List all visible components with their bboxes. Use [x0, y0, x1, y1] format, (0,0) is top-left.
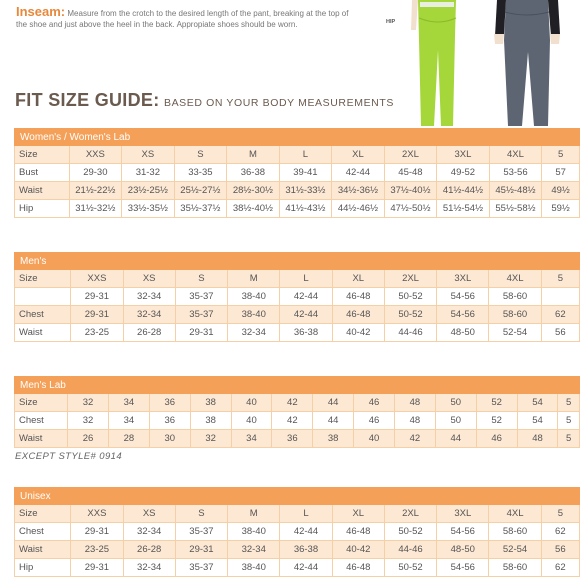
table-cell: 52 [476, 412, 517, 430]
table-cell: Waist [15, 430, 68, 448]
table-row [15, 523, 580, 541]
table-cell: 46-48 [332, 523, 384, 541]
table-cell: 35-37 [175, 306, 227, 324]
table-cell: 48-50 [437, 541, 489, 559]
table-cell: 44-46 [384, 324, 436, 342]
table-title: Women's / Women's Lab [15, 129, 580, 146]
table-cell [15, 288, 71, 306]
table-cell: Waist [15, 541, 71, 559]
table-cell: Bust [15, 164, 70, 182]
table-cell: 54-56 [437, 306, 489, 324]
table-cell: 29-31 [71, 288, 123, 306]
table-cell: 5 [558, 430, 580, 448]
table-cell: 40 [231, 412, 272, 430]
table-cell: 35½-37½ [174, 200, 227, 218]
table-row [15, 164, 580, 182]
table-cell: XL [332, 505, 384, 523]
table-cell: 42-44 [332, 164, 385, 182]
table-cell: 36 [272, 430, 313, 448]
inseam-text: Measure from the crotch to the desired length of the pant, breaking at the top of the shoe and just above the heel in the back. Appropiate shoes should be worn. [16, 9, 349, 29]
table-cell: 53-56 [489, 164, 542, 182]
table-cell: 40-42 [332, 541, 384, 559]
table-cell: 42 [272, 394, 313, 412]
table-cell: 50 [435, 394, 476, 412]
table-cell: 36-38 [280, 541, 332, 559]
table-cell: 50 [435, 412, 476, 430]
table-header [15, 488, 580, 505]
fit-size-guide-title [15, 90, 394, 111]
table-cell: 31-32 [122, 164, 175, 182]
table-cell: 35-37 [175, 559, 227, 577]
table-cell: 58-60 [489, 523, 541, 541]
table-cell [541, 288, 579, 306]
table-cell: 52-54 [489, 541, 541, 559]
table-row [15, 270, 580, 288]
table-cell: Hip [15, 559, 71, 577]
table-cell: 38 [190, 412, 231, 430]
table-cell: 62 [541, 523, 579, 541]
table-cell: 4XL [489, 270, 541, 288]
table-cell: 32-34 [123, 559, 175, 577]
table-cell: 54-56 [437, 523, 489, 541]
table-header [15, 253, 580, 270]
table-header [15, 129, 580, 146]
table-cell: XL [332, 146, 385, 164]
table-cell: 46 [476, 430, 517, 448]
table-title: Men's Lab [15, 377, 580, 394]
table-cell: 38 [313, 430, 354, 448]
table-cell: 38 [190, 394, 231, 412]
table-cell: 42-44 [280, 523, 332, 541]
table-row [15, 324, 580, 342]
table-cell: 36 [149, 394, 190, 412]
table-cell: 45-48 [384, 164, 437, 182]
table-row [15, 200, 580, 218]
table-cell: 26-28 [123, 324, 175, 342]
table-cell: Chest [15, 306, 71, 324]
table-cell: 31½-32½ [69, 200, 122, 218]
table-row [15, 541, 580, 559]
table-cell: 36-38 [227, 164, 280, 182]
table-cell: 50-52 [384, 306, 436, 324]
table-cell: 42 [272, 412, 313, 430]
womens-size-table [14, 128, 580, 218]
table-cell: 42-44 [280, 306, 332, 324]
table-cell: 26 [68, 430, 109, 448]
table-cell: 38-40 [228, 306, 280, 324]
table-cell: 34½-36½ [332, 182, 385, 200]
table-cell: 29-31 [175, 541, 227, 559]
table-cell: 52-54 [489, 324, 541, 342]
table-cell: 4XL [489, 146, 542, 164]
table-cell: 44 [313, 412, 354, 430]
table-cell: 56 [541, 324, 579, 342]
table-cell: 40 [354, 430, 395, 448]
table-cell: 29-31 [71, 559, 123, 577]
table-cell: 32-34 [123, 306, 175, 324]
table-cell: 23½-25½ [122, 182, 175, 200]
table-cell: 44 [435, 430, 476, 448]
table-cell: 28½-30½ [227, 182, 280, 200]
table-cell: 5 [542, 146, 580, 164]
title-sub: BASED ON YOUR BODY MEASUREMENTS [163, 97, 394, 109]
table-cell: 49½ [542, 182, 580, 200]
table-cell: 40 [231, 394, 272, 412]
table-cell: 59½ [542, 200, 580, 218]
inseam-instructions [16, 6, 361, 30]
mens-size-table [14, 252, 580, 342]
table-cell: 32 [68, 412, 109, 430]
table-cell: 29-31 [71, 523, 123, 541]
table-cell: XXS [71, 505, 123, 523]
table-cell: 34 [108, 394, 149, 412]
table-cell: 37½-40½ [384, 182, 437, 200]
table-cell: Chest [15, 523, 71, 541]
table-cell: XXS [71, 270, 123, 288]
table-cell: 23-25 [71, 541, 123, 559]
table-cell: 50-52 [384, 559, 436, 577]
table-cell: XS [122, 146, 175, 164]
table-cell: 44½-46½ [332, 200, 385, 218]
table-row [15, 394, 580, 412]
table-cell: 32-34 [123, 288, 175, 306]
table-title: Men's [15, 253, 580, 270]
table-cell: 42-44 [280, 559, 332, 577]
table-cell: Waist [15, 182, 70, 200]
table-cell: XS [123, 505, 175, 523]
table-cell: 58-60 [489, 288, 541, 306]
table-cell: 32-34 [123, 523, 175, 541]
table-cell: 58-60 [489, 306, 541, 324]
table-cell: Hip [15, 200, 70, 218]
table-cell: 5 [558, 412, 580, 430]
table-cell: M [228, 505, 280, 523]
table-cell: 38-40 [228, 288, 280, 306]
table-cell: 46 [354, 412, 395, 430]
table-cell: L [280, 270, 332, 288]
table-cell: 32-34 [228, 541, 280, 559]
inseam-label: Inseam: [16, 4, 66, 19]
table-cell: 45½-48½ [489, 182, 542, 200]
hip-label: HIP [386, 19, 396, 25]
table-cell: 32 [68, 394, 109, 412]
table-cell: 36-38 [280, 324, 332, 342]
table-row [15, 288, 580, 306]
table-cell: 33-35 [174, 164, 227, 182]
table-cell: 21½-22½ [69, 182, 122, 200]
table-cell: 29-31 [71, 306, 123, 324]
table-cell: 38-40 [228, 523, 280, 541]
table-cell: 35-37 [175, 288, 227, 306]
table-cell: 48 [394, 412, 435, 430]
table-cell: S [175, 505, 227, 523]
table-cell: 4XL [489, 505, 541, 523]
table-header [15, 377, 580, 394]
table-cell: 41½-44½ [437, 182, 490, 200]
table-cell: 54 [517, 394, 558, 412]
table-cell: 38½-40½ [227, 200, 280, 218]
table-cell: 46-48 [332, 306, 384, 324]
table-cell: XL [332, 270, 384, 288]
table-row [15, 559, 580, 577]
table-cell: 44-46 [384, 541, 436, 559]
table-cell: 39-41 [279, 164, 332, 182]
table-cell: 34 [231, 430, 272, 448]
table-cell: 2XL [384, 270, 436, 288]
table-cell: 2XL [384, 146, 437, 164]
table-cell: Size [15, 505, 71, 523]
table-cell: 5 [558, 394, 580, 412]
table-cell: Chest [15, 412, 68, 430]
table-cell: 41½-43½ [279, 200, 332, 218]
table-cell: 38-40 [228, 559, 280, 577]
table-row [15, 430, 580, 448]
table-cell: 25½-27½ [174, 182, 227, 200]
table-cell: 5 [541, 270, 579, 288]
table-cell: 48 [517, 430, 558, 448]
table-cell: Waist [15, 324, 71, 342]
table-cell: 44 [313, 394, 354, 412]
table-cell: 42 [394, 430, 435, 448]
table-cell: XXS [69, 146, 122, 164]
mens-lab-size-table [14, 376, 580, 448]
table-cell: 34 [108, 412, 149, 430]
table-cell: S [175, 270, 227, 288]
table-row [15, 182, 580, 200]
table-cell: 50-52 [384, 288, 436, 306]
table-cell: 56 [541, 541, 579, 559]
table-cell: 54 [517, 412, 558, 430]
table-cell: 3XL [437, 270, 489, 288]
table-cell: 54-56 [437, 288, 489, 306]
table-cell: 48 [394, 394, 435, 412]
table-cell: 48-50 [437, 324, 489, 342]
table-cell: 58-60 [489, 559, 541, 577]
table-cell: M [228, 270, 280, 288]
table-cell: L [280, 505, 332, 523]
table-cell: 31½-33½ [279, 182, 332, 200]
table-cell: 3XL [437, 505, 489, 523]
table-cell: 46-48 [332, 559, 384, 577]
table-cell: 42-44 [280, 288, 332, 306]
table-cell: 2XL [384, 505, 436, 523]
table-cell: 55½-58½ [489, 200, 542, 218]
table-row [15, 306, 580, 324]
table-cell: 51½-54½ [437, 200, 490, 218]
table-cell: 5 [541, 505, 579, 523]
table-row [15, 505, 580, 523]
table-cell: 26-28 [123, 541, 175, 559]
table-cell: 33½-35½ [122, 200, 175, 218]
table-cell: 57 [542, 164, 580, 182]
table-cell: 29-30 [69, 164, 122, 182]
unisex-size-table [14, 487, 580, 577]
table-cell: XS [123, 270, 175, 288]
table-cell: 35-37 [175, 523, 227, 541]
title-main: FIT SIZE GUIDE: [15, 90, 160, 110]
table-cell: 46 [354, 394, 395, 412]
table-cell: S [174, 146, 227, 164]
table-cell: 40-42 [332, 324, 384, 342]
table-cell: Size [15, 270, 71, 288]
table-cell: 29-31 [175, 324, 227, 342]
table-cell: 47½-50½ [384, 200, 437, 218]
table-cell: Size [15, 394, 68, 412]
except-style-note: EXCEPT STYLE# 0914 [15, 451, 123, 462]
table-cell: 23-25 [71, 324, 123, 342]
table-cell: 62 [541, 306, 579, 324]
table-cell: 62 [541, 559, 579, 577]
table-title: Unisex [15, 488, 580, 505]
table-row [15, 412, 580, 430]
table-cell: M [227, 146, 280, 164]
table-cell: 46-48 [332, 288, 384, 306]
table-cell: 54-56 [437, 559, 489, 577]
table-cell: 32-34 [228, 324, 280, 342]
table-cell: 30 [149, 430, 190, 448]
table-cell: 49-52 [437, 164, 490, 182]
table-cell: 3XL [437, 146, 490, 164]
table-cell: L [279, 146, 332, 164]
table-cell: 32 [190, 430, 231, 448]
table-cell: 50-52 [384, 523, 436, 541]
table-cell: 28 [108, 430, 149, 448]
table-cell: Size [15, 146, 70, 164]
table-cell: 36 [149, 412, 190, 430]
table-row [15, 146, 580, 164]
models-photo [398, 0, 580, 126]
table-cell: 52 [476, 394, 517, 412]
